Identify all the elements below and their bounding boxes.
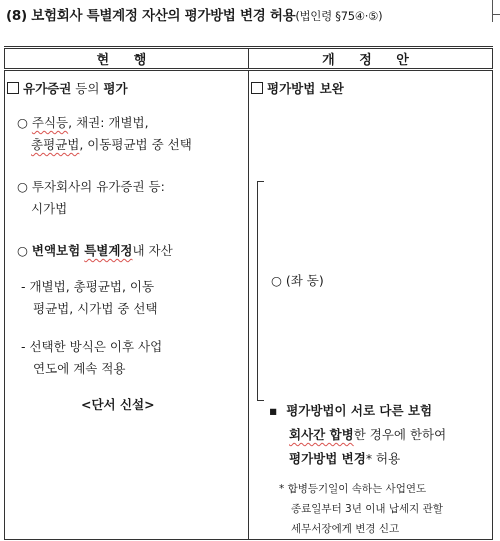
proposed-column xyxy=(249,70,493,540)
page-edge-tick xyxy=(492,14,493,22)
current-new-clause: <단서 신설> xyxy=(81,397,155,412)
comparison-table xyxy=(4,46,493,540)
proposed-bullet-line-3: 평가방법 변경* 허용 xyxy=(289,451,401,466)
current-sub-1-line-1: - 개별법, 총평균법, 이동 xyxy=(21,279,155,294)
current-sub-1-line-2: 평균법, 시가법 중 선택 xyxy=(33,301,158,316)
proposed-note-line-3: 세무서장에게 변경 신고 xyxy=(291,523,400,535)
bracket-left xyxy=(257,181,264,401)
header-current: 현 행 xyxy=(5,48,249,70)
title-legal-reference: (법인령 §75④·⑤) xyxy=(295,9,383,23)
current-item-1-line-1: ○ 주식등, 채권: 개별법, xyxy=(17,115,149,130)
checkbox-square-icon xyxy=(251,82,263,94)
current-item-1-line-2: 총평균법, 이동평균법 중 선택 xyxy=(31,137,192,152)
current-item-2-line-1: ○ 투자회사의 유가증권 등: xyxy=(17,179,165,194)
proposed-bullet-line-2: 회사간 합병한 경우에 한하여 xyxy=(289,427,447,442)
header-proposed: 개 정 안 xyxy=(249,48,493,70)
table-body-row xyxy=(5,70,493,540)
page-title xyxy=(6,4,496,24)
checkbox-square-icon xyxy=(7,82,19,94)
proposed-heading: 평가방법 보완 xyxy=(251,79,344,97)
proposed-bullet-line-1: ▪ 평가방법이 서로 다른 보험 xyxy=(269,403,433,418)
current-sub-2-line-1: - 선택한 방식은 이후 사업 xyxy=(21,339,163,354)
current-sub-2-line-2: 연도에 계속 적용 xyxy=(33,361,126,376)
page-corner-mark xyxy=(492,0,500,15)
current-item-2-line-2: 시가법 xyxy=(31,201,68,216)
current-column xyxy=(5,70,249,540)
proposed-note-line-2: 종료일부터 3년 이내 납세지 관할 xyxy=(291,503,443,515)
title-main: (8) 보험회사 특별계정 자산의 평가방법 변경 허용 xyxy=(6,8,296,24)
proposed-note-line-1: * 합병등기일이 속하는 사업연도 xyxy=(279,483,427,495)
proposed-same-as-current: ○ (좌 동) xyxy=(271,273,324,288)
table-header-row xyxy=(5,48,493,70)
current-heading: 유가증권 등의 평가 xyxy=(7,79,128,97)
square-bullet-icon: ▪ xyxy=(269,403,278,418)
current-item-3: ○ 변액보험 특별계정내 자산 xyxy=(17,243,173,258)
